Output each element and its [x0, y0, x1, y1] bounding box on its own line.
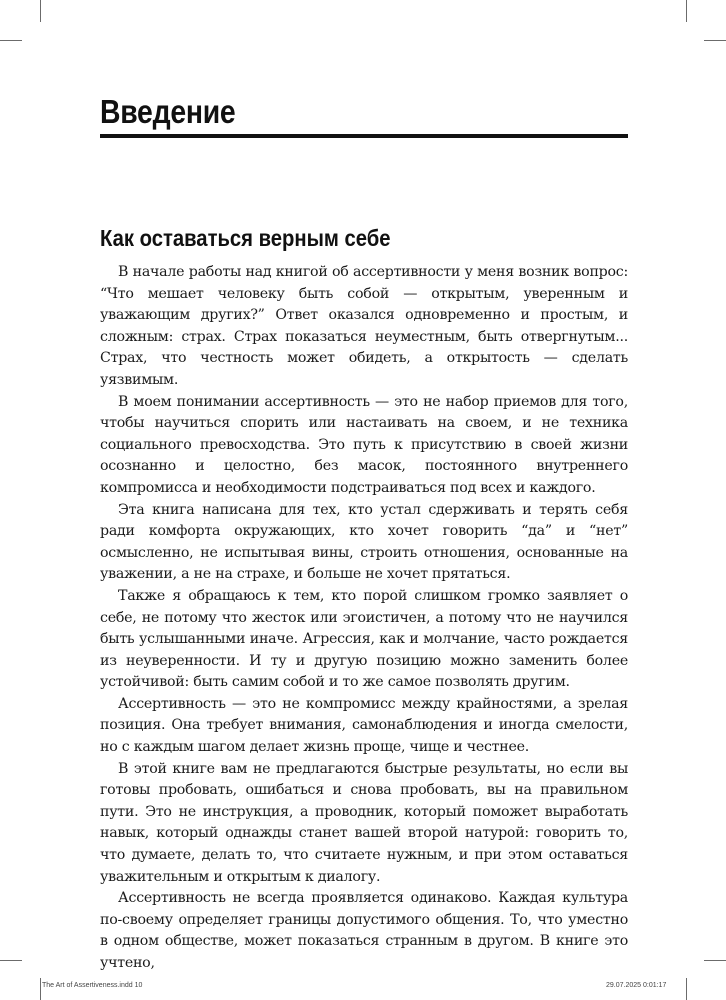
paragraph-2: В моем понимании ассертивность — это не набор приемов для того, чтобы научиться спорить или настаивать на своем, и не техника социального превосходства. Это путь к присутствию в своей жизни осознанно и целостно, без масок, постоянного внутреннего компромисса и необходимости подстраиваться под всех и каждого.: [100, 393, 628, 496]
crop-mark-bottom-right: [686, 978, 687, 1000]
crop-mark-right-top: [704, 40, 726, 41]
paragraph-4: Также я обращаюсь к тем, кто порой слишком громко заявляет о себе, не потому что жесток или эгоистичен, а потому что не научился быть услышанными иначе. Агрессия, как и молчание, часто рождается из неуверенности. И ту и другую позицию можно заменить более устойчивой: быть самим собой и то же самое позволять другим.: [100, 587, 628, 691]
chapter-title: Введение: [100, 93, 236, 130]
crop-mark-left-top: [0, 40, 22, 41]
slug-timestamp: 29.07.2025 0:01:17: [606, 982, 667, 989]
body-text: [100, 262, 628, 975]
title-rule: [100, 134, 628, 138]
slug-file-info: The Art of Assertiveness.indd 10: [42, 982, 143, 989]
crop-mark-bottom-left: [40, 978, 41, 1000]
section-heading: Как оставаться верным себе: [100, 225, 391, 251]
crop-mark-top-right: [686, 0, 687, 22]
paragraph-5: Ассертивность — это не компромисс между крайностями, а зрелая позиция. Она требует внимания, самонаблюдения и иногда смелости, но с каждым шагом делает жизнь проще, чище и честнее.: [100, 695, 628, 756]
crop-mark-right-bottom: [704, 960, 726, 961]
crop-mark-top-left: [40, 0, 41, 22]
paragraph-3: Эта книга написана для тех, кто устал сдерживать и терять себя ради комфорта окружающих, кто хочет говорить “да” и “нет” осмысленно, не испытывая вины, строить отношения, основанные на уважении, а не на страхе, и больше не хочет прятаться.: [100, 501, 628, 583]
crop-mark-left-bottom: [0, 960, 22, 961]
paragraph-7: Ассертивность не всегда проявляется одинаково. Каждая культура по-своему определяет границы допустимого общения. То, что уместно в одном обществе, может показаться странным в другом. В книге это учтено,: [100, 890, 628, 971]
paragraph-6: В этой книге вам не предлагаются быстрые результаты, но если вы готовы пробовать, ошибаться и снова пробовать, вы на правильном пути. Это не инструкция, а проводник, который поможет выработать навык, который однажды станет вашей второй натурой: говорить то, что думаете, делать то, что считаете нужным, и при этом оставаться уважительным и открытым к диалогу.: [100, 760, 628, 885]
paragraph-1: В начале работы над книгой об ассертивности у меня возник вопрос: “Что мешает человеку быть собой — открытым, уверенным и уважающим других?” Ответ оказался одновременно и простым, и сложным: страх. Страх показаться неуместным, быть отвергнутым... Страх, что честность может обидеть, а открытость — сделать уязвимым.: [100, 264, 628, 388]
